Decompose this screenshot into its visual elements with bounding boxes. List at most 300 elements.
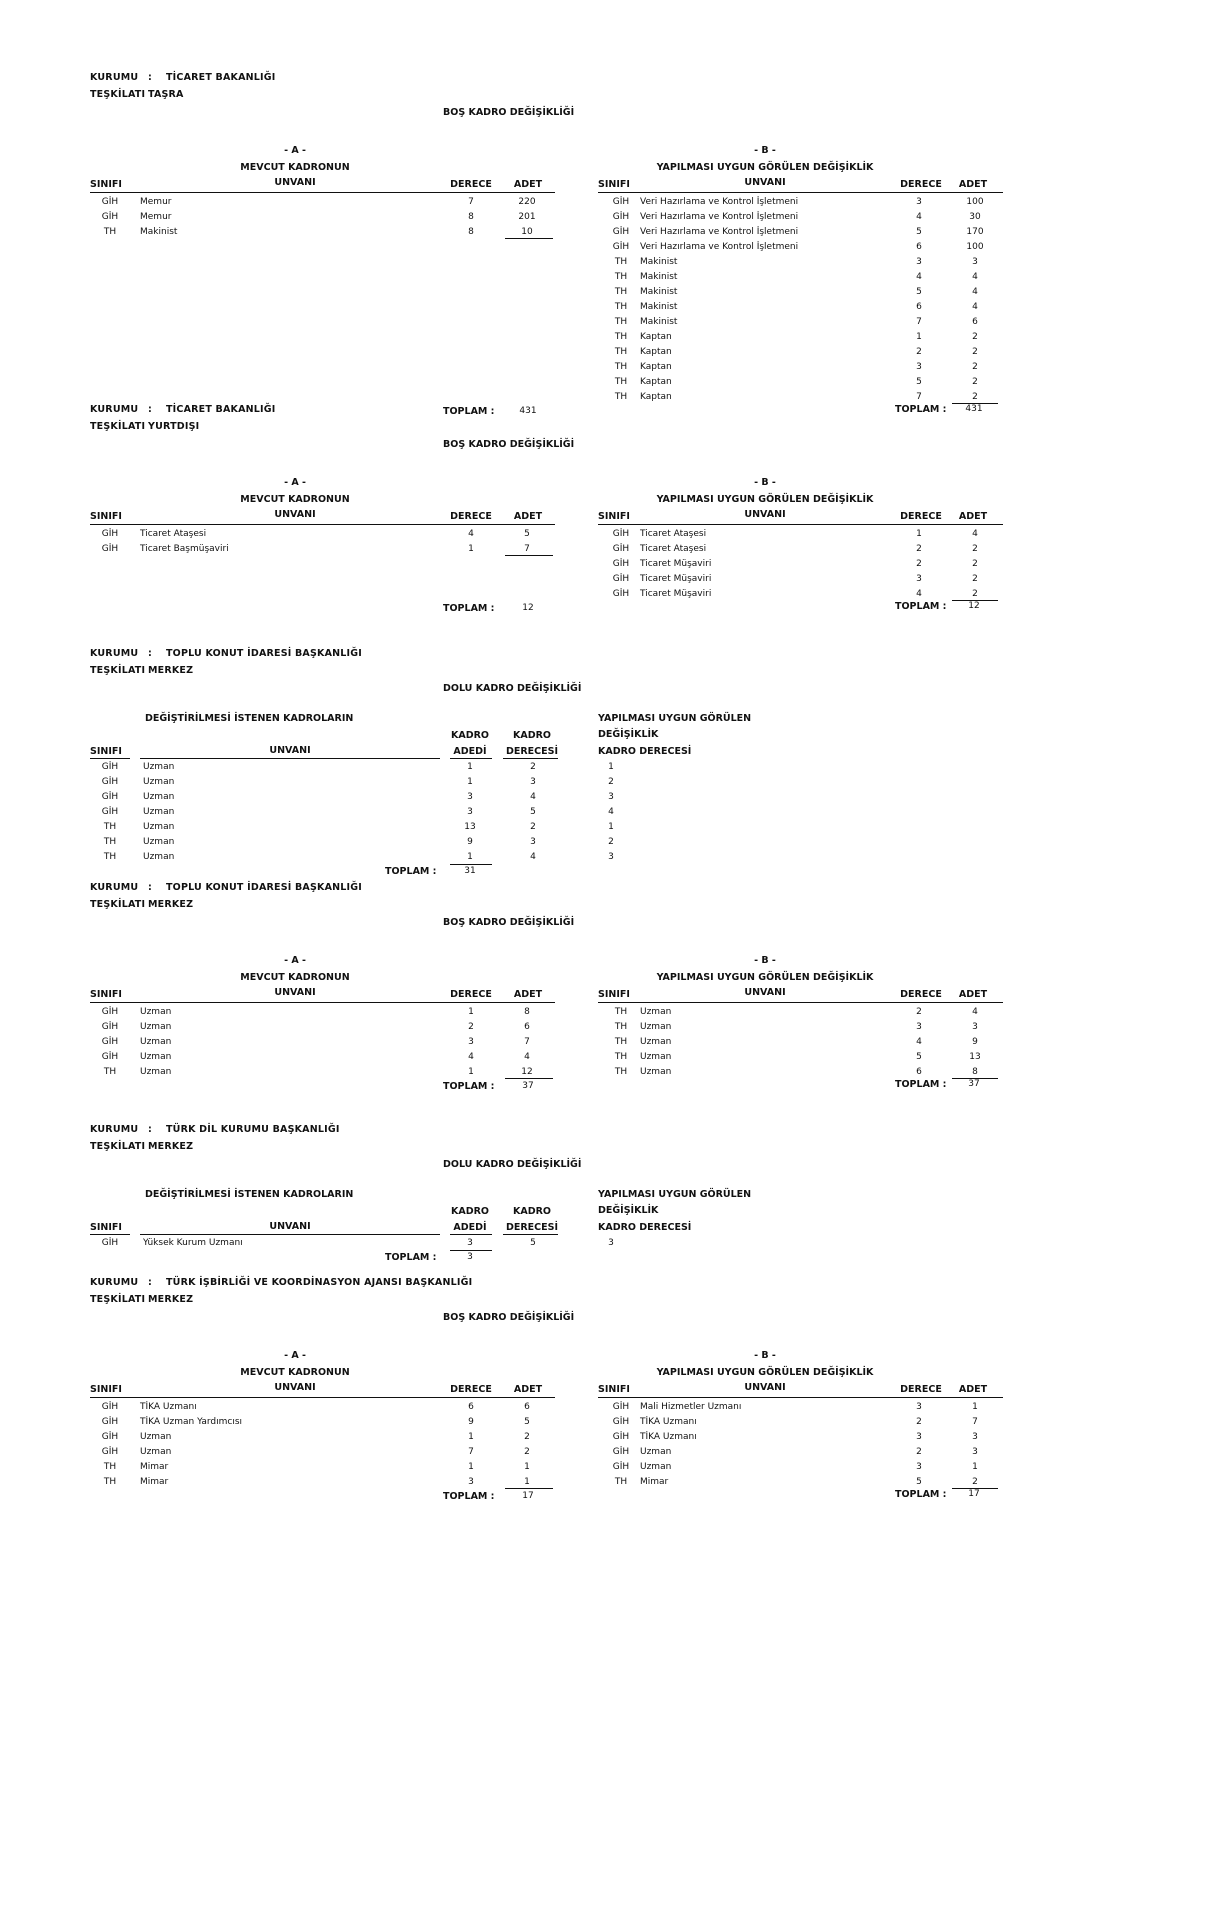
b-marker: - B - bbox=[754, 477, 776, 488]
a-toplam-label: TOPLAM : bbox=[443, 1491, 495, 1502]
derecesi-cell: 2 bbox=[530, 762, 536, 772]
sinifi-cell: GİH bbox=[612, 212, 630, 222]
derece-cell: 3 bbox=[916, 1402, 922, 1412]
derece-cell: 2 bbox=[916, 1447, 922, 1457]
adet-cell: 2 bbox=[524, 1432, 530, 1442]
b-col-unvani: UNVANI bbox=[744, 509, 786, 520]
sinifi-cell: TH bbox=[614, 1052, 628, 1062]
b-col-sinifi: SINIFI bbox=[598, 1384, 630, 1395]
adet-cell: 5 bbox=[524, 1417, 530, 1427]
sinifi-cell: TH bbox=[614, 272, 628, 282]
section-6 bbox=[0, 1277, 1223, 1607]
left-title: DEĞİŞTİRİLMESİ İSTENEN KADROLARIN bbox=[145, 1189, 354, 1200]
section-title: DOLU KADRO DEĞİŞİKLİĞİ bbox=[443, 683, 582, 694]
unvani-cell: Kaptan bbox=[640, 347, 672, 357]
derece-cell: 3 bbox=[468, 1477, 474, 1487]
a-col-adet: ADET bbox=[513, 179, 543, 190]
b-col-derece: DERECE bbox=[900, 1384, 942, 1395]
col-kadro-1: KADRO bbox=[451, 1206, 489, 1217]
a-col-unvani: UNVANI bbox=[274, 509, 316, 520]
sinifi-cell: GİH bbox=[101, 544, 119, 554]
separator: : bbox=[148, 404, 152, 415]
kurumu-value: TOPLU KONUT İDARESİ BAŞKANLIĞI bbox=[166, 882, 362, 893]
adet-cell: 2 bbox=[972, 377, 978, 387]
unvani-cell: Uzman bbox=[640, 1007, 672, 1017]
unvani-cell: Ticaret Başmüşaviri bbox=[140, 544, 229, 554]
teskilati-label: TEŞKİLATI bbox=[90, 89, 146, 100]
adet-cell: 220 bbox=[518, 197, 536, 207]
sinifi-cell: GİH bbox=[612, 242, 630, 252]
derece-cell: 2 bbox=[916, 347, 922, 357]
adedi-cell: 3 bbox=[467, 1238, 473, 1248]
a-col-adet: ADET bbox=[513, 1384, 543, 1395]
kurumu-line bbox=[90, 1277, 472, 1288]
b-total-value: 37 bbox=[968, 1079, 980, 1089]
col-derecesi: DERECESİ bbox=[505, 1222, 559, 1233]
derecesi-cell: 4 bbox=[530, 792, 536, 802]
derecesi-cell: 3 bbox=[530, 837, 536, 847]
derece-cell: 4 bbox=[916, 1037, 922, 1047]
teskilati-line bbox=[90, 1141, 193, 1152]
separator: : bbox=[148, 648, 152, 659]
sinifi-cell: TH bbox=[614, 1022, 628, 1032]
a-subtitle: MEVCUT KADRONUN bbox=[240, 162, 350, 173]
derece-cell: 2 bbox=[468, 1022, 474, 1032]
a-col-adet: ADET bbox=[513, 989, 543, 1000]
kurumu-line bbox=[90, 648, 362, 659]
a-col-adet: ADET bbox=[513, 511, 543, 522]
section-title: BOŞ KADRO DEĞİŞİKLİĞİ bbox=[443, 439, 575, 450]
kurumu-line bbox=[90, 72, 276, 83]
adet-cell: 5 bbox=[524, 529, 530, 539]
a-col-unvani: UNVANI bbox=[274, 1382, 316, 1393]
unvani-cell: Uzman bbox=[640, 1447, 672, 1457]
teskilati-label: TEŞKİLATI bbox=[90, 1294, 146, 1305]
a-toplam-label: TOPLAM : bbox=[443, 406, 495, 417]
sinifi-cell: GİH bbox=[612, 1462, 630, 1472]
unvani-cell: Mimar bbox=[640, 1477, 669, 1487]
section-1 bbox=[0, 72, 1223, 417]
derece-cell: 4 bbox=[916, 212, 922, 222]
sinifi-cell: GİH bbox=[612, 559, 630, 569]
a-col-derece: DERECE bbox=[450, 989, 492, 1000]
derece-cell: 6 bbox=[916, 302, 922, 312]
derece-cell: 3 bbox=[916, 257, 922, 267]
kurumu-label: KURUMU bbox=[90, 648, 139, 659]
unvani-cell: Uzman bbox=[143, 837, 175, 847]
sinifi-cell: TH bbox=[614, 287, 628, 297]
kurumu-value: TÜRK İŞBİRLİĞİ VE KOORDİNASYON AJANSI BAŞKANLIĞI bbox=[166, 1277, 473, 1288]
sinifi-cell: GİH bbox=[101, 1432, 119, 1442]
teskilati-label: TEŞKİLATI bbox=[90, 899, 146, 910]
yeni-derece-cell: 3 bbox=[608, 792, 614, 802]
sinifi-cell: TH bbox=[614, 347, 628, 357]
b-marker: - B - bbox=[754, 145, 776, 156]
adet-cell: 4 bbox=[972, 302, 978, 312]
a-total-rule bbox=[505, 1078, 553, 1079]
sinifi-cell: TH bbox=[103, 1477, 117, 1487]
b-subtitle: YAPILMASI UYGUN GÖRÜLEN DEĞİŞİKLİK bbox=[656, 1367, 874, 1378]
unvani-cell: Mimar bbox=[140, 1477, 169, 1487]
adet-cell: 4 bbox=[972, 287, 978, 297]
sinifi-cell: TH bbox=[103, 837, 117, 847]
unvani-cell: Mimar bbox=[140, 1462, 169, 1472]
a-header-rule bbox=[90, 524, 555, 525]
unvani-cell: Mali Hizmetler Uzmanı bbox=[640, 1402, 742, 1412]
derece-cell: 4 bbox=[468, 529, 474, 539]
derece-cell: 1 bbox=[468, 1462, 474, 1472]
kurumu-line bbox=[90, 882, 362, 893]
b-table-row bbox=[0, 1064, 1223, 1081]
sinifi-cell: GİH bbox=[612, 197, 630, 207]
adet-cell: 7 bbox=[972, 1417, 978, 1427]
kurumu-label: KURUMU bbox=[90, 404, 139, 415]
unvani-cell: Ticaret Müşaviri bbox=[640, 589, 712, 599]
b-col-sinifi: SINIFI bbox=[598, 511, 630, 522]
b-toplam-label: TOPLAM : bbox=[895, 1079, 947, 1090]
adet-cell: 6 bbox=[972, 317, 978, 327]
derece-cell: 8 bbox=[468, 227, 474, 237]
adet-cell: 8 bbox=[972, 1067, 978, 1077]
teskilati-label: TEŞKİLATI bbox=[90, 665, 146, 676]
adet-cell: 7 bbox=[524, 544, 530, 554]
adet-cell: 3 bbox=[972, 1022, 978, 1032]
a-subtitle: MEVCUT KADRONUN bbox=[240, 494, 350, 505]
adet-cell: 201 bbox=[518, 212, 536, 222]
sinifi-cell: GİH bbox=[101, 1447, 119, 1457]
adet-cell: 170 bbox=[966, 227, 984, 237]
derece-cell: 1 bbox=[468, 544, 474, 554]
unvani-cell: Memur bbox=[140, 197, 172, 207]
kurumu-value: TİCARET BAKANLIĞI bbox=[166, 404, 276, 415]
a-total-value: 17 bbox=[522, 1491, 534, 1501]
derece-cell: 5 bbox=[916, 227, 922, 237]
b-col-unvani: UNVANI bbox=[744, 177, 786, 188]
unvani-cell: TİKA Uzmanı bbox=[640, 1432, 697, 1442]
sinifi-cell: GİH bbox=[612, 574, 630, 584]
unvani-cell: Veri Hazırlama ve Kontrol İşletmeni bbox=[640, 197, 799, 207]
teskilati-label: TEŞKİLATI bbox=[90, 1141, 146, 1152]
right-col: KADRO DERECESİ bbox=[598, 746, 692, 757]
adedi-cell: 3 bbox=[467, 792, 473, 802]
derece-cell: 1 bbox=[468, 1432, 474, 1442]
adet-cell: 7 bbox=[524, 1037, 530, 1047]
a-total-value: 12 bbox=[522, 603, 534, 613]
derece-cell: 4 bbox=[916, 272, 922, 282]
unvani-cell: Veri Hazırlama ve Kontrol İşletmeni bbox=[640, 242, 799, 252]
separator: : bbox=[148, 72, 152, 83]
b-col-adet: ADET bbox=[958, 179, 988, 190]
a-col-sinifi: SINIFI bbox=[90, 511, 122, 522]
yeni-derece-cell: 3 bbox=[608, 1238, 614, 1248]
unvani-cell: Uzman bbox=[640, 1067, 672, 1077]
b-subtitle: YAPILMASI UYGUN GÖRÜLEN DEĞİŞİKLİK bbox=[656, 494, 874, 505]
adet-cell: 9 bbox=[972, 1037, 978, 1047]
adet-cell: 1 bbox=[524, 1462, 530, 1472]
a-total-value: 431 bbox=[519, 406, 537, 416]
yeni-derece-cell: 1 bbox=[608, 822, 614, 832]
total-value: 31 bbox=[464, 866, 476, 876]
unvani-cell: Uzman bbox=[140, 1052, 172, 1062]
derece-cell: 3 bbox=[916, 1432, 922, 1442]
b-total-value: 17 bbox=[968, 1489, 980, 1499]
b-marker: - B - bbox=[754, 1350, 776, 1361]
a-subtitle: MEVCUT KADRONUN bbox=[240, 1367, 350, 1378]
yeni-derece-cell: 3 bbox=[608, 852, 614, 862]
unvani-cell: Kaptan bbox=[640, 332, 672, 342]
sinifi-cell: GİH bbox=[612, 1402, 630, 1412]
derece-cell: 3 bbox=[916, 197, 922, 207]
a-toplam-label: TOPLAM : bbox=[443, 1081, 495, 1092]
b-subtitle: YAPILMASI UYGUN GÖRÜLEN DEĞİŞİKLİK bbox=[656, 972, 874, 983]
unvani-cell: Ticaret Ataşesi bbox=[640, 529, 707, 539]
kurumu-label: KURUMU bbox=[90, 1277, 139, 1288]
unvani-cell: Uzman bbox=[143, 792, 175, 802]
sinifi-cell: GİH bbox=[612, 529, 630, 539]
adet-cell: 100 bbox=[966, 197, 984, 207]
sinifi-cell: TH bbox=[614, 1067, 628, 1077]
a-col-derece: DERECE bbox=[450, 1384, 492, 1395]
sinifi-cell: GİH bbox=[101, 212, 119, 222]
separator: : bbox=[148, 1277, 152, 1288]
sinifi-cell: GİH bbox=[101, 1022, 119, 1032]
adet-cell: 4 bbox=[972, 1007, 978, 1017]
unvani-cell: Uzman bbox=[140, 1022, 172, 1032]
a-total-rule bbox=[505, 555, 553, 556]
section-title: BOŞ KADRO DEĞİŞİKLİĞİ bbox=[443, 107, 575, 118]
teskilati-line bbox=[90, 1294, 193, 1305]
adedi-cell: 3 bbox=[467, 807, 473, 817]
total-rule bbox=[450, 864, 492, 865]
b-col-adet: ADET bbox=[958, 1384, 988, 1395]
right-title-1: YAPILMASI UYGUN GÖRÜLEN bbox=[598, 1189, 752, 1200]
derece-cell: 1 bbox=[916, 332, 922, 342]
unvani-cell: Uzman bbox=[640, 1037, 672, 1047]
unvani-cell: Makinist bbox=[640, 317, 678, 327]
adet-cell: 8 bbox=[524, 1007, 530, 1017]
unvani-cell: TİKA Uzman Yardımcısı bbox=[140, 1417, 243, 1427]
adet-cell: 3 bbox=[972, 257, 978, 267]
b-toplam-label: TOPLAM : bbox=[895, 404, 947, 415]
b-col-derece: DERECE bbox=[900, 179, 942, 190]
b-header-rule bbox=[598, 524, 1003, 525]
b-header-rule bbox=[598, 1002, 1003, 1003]
adet-cell: 10 bbox=[521, 227, 533, 237]
derece-cell: 8 bbox=[468, 212, 474, 222]
sinifi-cell: TH bbox=[614, 392, 628, 402]
teskilati-line bbox=[90, 89, 184, 100]
derece-cell: 3 bbox=[916, 362, 922, 372]
sinifi-cell: GİH bbox=[612, 227, 630, 237]
yeni-derece-cell: 2 bbox=[608, 777, 614, 787]
adet-cell: 3 bbox=[972, 1447, 978, 1457]
adedi-cell: 1 bbox=[467, 762, 473, 772]
sinifi-cell: GİH bbox=[101, 762, 119, 772]
a-total-rule bbox=[505, 1488, 553, 1489]
unvani-cell: Veri Hazırlama ve Kontrol İşletmeni bbox=[640, 227, 799, 237]
b-col-sinifi: SINIFI bbox=[598, 179, 630, 190]
a-total-rule bbox=[505, 238, 553, 239]
sinifi-cell: GİH bbox=[612, 589, 630, 599]
sinifi-cell: GİH bbox=[101, 777, 119, 787]
yeni-derece-cell: 2 bbox=[608, 837, 614, 847]
derece-cell: 7 bbox=[916, 317, 922, 327]
sinifi-cell: GİH bbox=[101, 1037, 119, 1047]
kurumu-value: TİCARET BAKANLIĞI bbox=[166, 72, 276, 83]
a-col-unvani: UNVANI bbox=[274, 987, 316, 998]
unvani-cell: Uzman bbox=[140, 1067, 172, 1077]
adet-cell: 1 bbox=[524, 1477, 530, 1487]
total-value: 3 bbox=[467, 1252, 473, 1262]
unvani-cell: Ticaret Müşaviri bbox=[640, 559, 712, 569]
sinifi-cell: GİH bbox=[612, 1417, 630, 1427]
b-toplam-label: TOPLAM : bbox=[895, 1489, 947, 1500]
unvani-cell: Ticaret Ataşesi bbox=[640, 544, 707, 554]
sinifi-cell: TH bbox=[614, 1477, 628, 1487]
adedi-cell: 1 bbox=[467, 852, 473, 862]
adet-cell: 2 bbox=[972, 332, 978, 342]
derecesi-cell: 4 bbox=[530, 852, 536, 862]
table-row bbox=[0, 1235, 1223, 1252]
teskilati-value: MERKEZ bbox=[148, 899, 194, 910]
teskilati-line bbox=[90, 421, 199, 432]
unvani-cell: Uzman bbox=[140, 1447, 172, 1457]
col-kadro-1: KADRO bbox=[451, 730, 489, 741]
b-col-sinifi: SINIFI bbox=[598, 989, 630, 1000]
derece-cell: 5 bbox=[916, 1052, 922, 1062]
derece-cell: 2 bbox=[916, 1007, 922, 1017]
col-unvani: UNVANI bbox=[269, 1221, 311, 1232]
derece-cell: 2 bbox=[916, 559, 922, 569]
teskilati-value: TAŞRA bbox=[148, 89, 184, 100]
unvani-cell: Memur bbox=[140, 212, 172, 222]
adedi-cell: 13 bbox=[464, 822, 476, 832]
sinifi-cell: TH bbox=[103, 822, 117, 832]
adet-cell: 2 bbox=[524, 1447, 530, 1457]
teskilati-line bbox=[90, 665, 193, 676]
right-title-2: DEĞİŞİKLİK bbox=[598, 729, 659, 740]
adet-cell: 100 bbox=[966, 242, 984, 252]
adet-cell: 2 bbox=[972, 1477, 978, 1487]
adedi-cell: 9 bbox=[467, 837, 473, 847]
sinifi-cell: TH bbox=[614, 377, 628, 387]
section-title: DOLU KADRO DEĞİŞİKLİĞİ bbox=[443, 1159, 582, 1170]
derecesi-cell: 5 bbox=[530, 807, 536, 817]
unvani-cell: Uzman bbox=[640, 1462, 672, 1472]
adet-cell: 3 bbox=[972, 1432, 978, 1442]
right-title-1: YAPILMASI UYGUN GÖRÜLEN bbox=[598, 713, 752, 724]
b-col-derece: DERECE bbox=[900, 511, 942, 522]
teskilati-value: MERKEZ bbox=[148, 1141, 194, 1152]
derece-cell: 3 bbox=[468, 1037, 474, 1047]
unvani-cell: Uzman bbox=[143, 777, 175, 787]
unvani-cell: Uzman bbox=[143, 762, 175, 772]
a-marker: - A - bbox=[284, 955, 306, 966]
kurumu-line bbox=[90, 404, 276, 415]
derecesi-cell: 2 bbox=[530, 822, 536, 832]
sinifi-cell: TH bbox=[614, 332, 628, 342]
adet-cell: 2 bbox=[972, 392, 978, 402]
derece-cell: 3 bbox=[916, 1462, 922, 1472]
sinifi-cell: TH bbox=[103, 1067, 117, 1077]
unvani-cell: Uzman bbox=[140, 1432, 172, 1442]
derece-cell: 4 bbox=[468, 1052, 474, 1062]
kurumu-label: KURUMU bbox=[90, 72, 139, 83]
b-marker: - B - bbox=[754, 955, 776, 966]
derece-cell: 5 bbox=[916, 377, 922, 387]
sinifi-cell: GİH bbox=[101, 197, 119, 207]
derece-cell: 3 bbox=[916, 1022, 922, 1032]
unvani-cell: Ticaret Müşaviri bbox=[640, 574, 712, 584]
adet-cell: 6 bbox=[524, 1022, 530, 1032]
col-sinifi: SINIFI bbox=[90, 746, 122, 757]
b-col-unvani: UNVANI bbox=[744, 1382, 786, 1393]
sinifi-cell: GİH bbox=[612, 544, 630, 554]
unvani-cell: Makinist bbox=[640, 287, 678, 297]
b-total-value: 12 bbox=[968, 601, 980, 611]
left-title: DEĞİŞTİRİLMESİ İSTENEN KADROLARIN bbox=[145, 713, 354, 724]
a-col-derece: DERECE bbox=[450, 511, 492, 522]
teskilati-line bbox=[90, 899, 193, 910]
teskilati-value: MERKEZ bbox=[148, 1294, 194, 1305]
adet-cell: 1 bbox=[972, 1462, 978, 1472]
b-table-row bbox=[0, 1474, 1223, 1491]
b-col-unvani: UNVANI bbox=[744, 987, 786, 998]
adet-cell: 2 bbox=[972, 362, 978, 372]
sinifi-cell: TH bbox=[614, 302, 628, 312]
derece-cell: 7 bbox=[916, 392, 922, 402]
sinifi-cell: GİH bbox=[101, 1238, 119, 1248]
derece-cell: 5 bbox=[916, 287, 922, 297]
toplam-label: TOPLAM : bbox=[385, 1252, 437, 1263]
sinifi-cell: TH bbox=[614, 1007, 628, 1017]
b-header-rule bbox=[598, 192, 1003, 193]
a-col-derece: DERECE bbox=[450, 179, 492, 190]
unvani-cell: Makinist bbox=[640, 272, 678, 282]
unvani-cell: Makinist bbox=[640, 257, 678, 267]
sinifi-cell: TH bbox=[614, 1037, 628, 1047]
unvani-cell: Uzman bbox=[640, 1022, 672, 1032]
sinifi-cell: TH bbox=[103, 1462, 117, 1472]
a-col-sinifi: SINIFI bbox=[90, 989, 122, 1000]
b-total-value: 431 bbox=[965, 404, 983, 414]
col-derecesi: DERECESİ bbox=[505, 746, 559, 757]
teskilati-value: MERKEZ bbox=[148, 665, 194, 676]
a-marker: - A - bbox=[284, 1350, 306, 1361]
derece-cell: 1 bbox=[916, 529, 922, 539]
b-table-row bbox=[0, 586, 1223, 603]
total-rule bbox=[450, 1250, 492, 1251]
a-marker: - A - bbox=[284, 145, 306, 156]
derece-cell: 1 bbox=[468, 1007, 474, 1017]
a-total-value: 37 bbox=[522, 1081, 534, 1091]
b-subtitle: YAPILMASI UYGUN GÖRÜLEN DEĞİŞİKLİK bbox=[656, 162, 874, 173]
right-col: KADRO DERECESİ bbox=[598, 1222, 692, 1233]
unvani-cell: Uzman bbox=[640, 1052, 672, 1062]
b-header-rule bbox=[598, 1397, 1003, 1398]
b-col-derece: DERECE bbox=[900, 989, 942, 1000]
unvani-cell: Yüksek Kurum Uzmanı bbox=[143, 1238, 243, 1248]
adet-cell: 2 bbox=[972, 559, 978, 569]
col-adedi: ADEDİ bbox=[453, 746, 487, 757]
table-row bbox=[0, 849, 1223, 866]
unvani-cell: Uzman bbox=[143, 852, 175, 862]
adet-cell: 2 bbox=[972, 574, 978, 584]
derece-cell: 6 bbox=[468, 1402, 474, 1412]
adet-cell: 1 bbox=[972, 1402, 978, 1412]
sinifi-cell: GİH bbox=[101, 1052, 119, 1062]
b-col-adet: ADET bbox=[958, 511, 988, 522]
